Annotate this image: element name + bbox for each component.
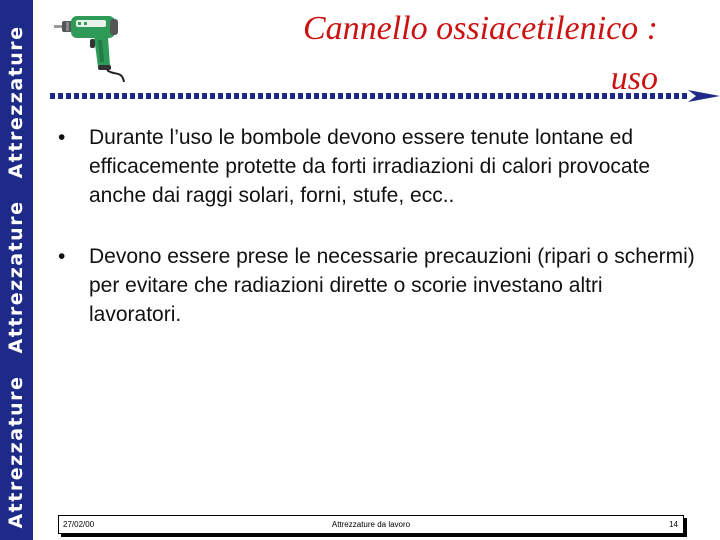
sidebar-banner [0, 0, 33, 540]
footer-bar [58, 515, 684, 534]
list-item [58, 123, 698, 210]
footer-date: 27/02/00 [63, 520, 95, 529]
arrow-right-icon [688, 90, 720, 102]
bullet-text: Devono essere prese le necessarie precauzioni (ripari o schermi) per evitare che radiazioni dirette o scorie investano altri lavoratori. [89, 245, 695, 326]
power-drill-icon [52, 10, 134, 86]
slide-title-line: uso [610, 60, 658, 97]
title-underline [48, 86, 720, 106]
sidebar-label-text: Attrezzature [5, 25, 27, 179]
sidebar-label-text: Attrezzature [5, 200, 27, 354]
list-item [58, 242, 698, 329]
slide-title-line: Cannello ossiacetilenico : [302, 10, 658, 47]
footer-title: Attrezzature da lavoro [331, 520, 411, 529]
bullet-text: Durante l’uso le bombole devono essere tenute lontane ed efficacemente protette da forti irradiazioni di calori provocate anche dai raggi solari, forni, stufe, ecc.. [89, 126, 651, 207]
bullet-marker: • [58, 245, 66, 268]
sidebar-label [5, 11, 27, 528]
sidebar-label-text: Attrezzature [5, 375, 27, 529]
bullet-marker: • [58, 126, 66, 149]
page-number: 14 [669, 520, 678, 529]
bullet-list [58, 123, 698, 361]
